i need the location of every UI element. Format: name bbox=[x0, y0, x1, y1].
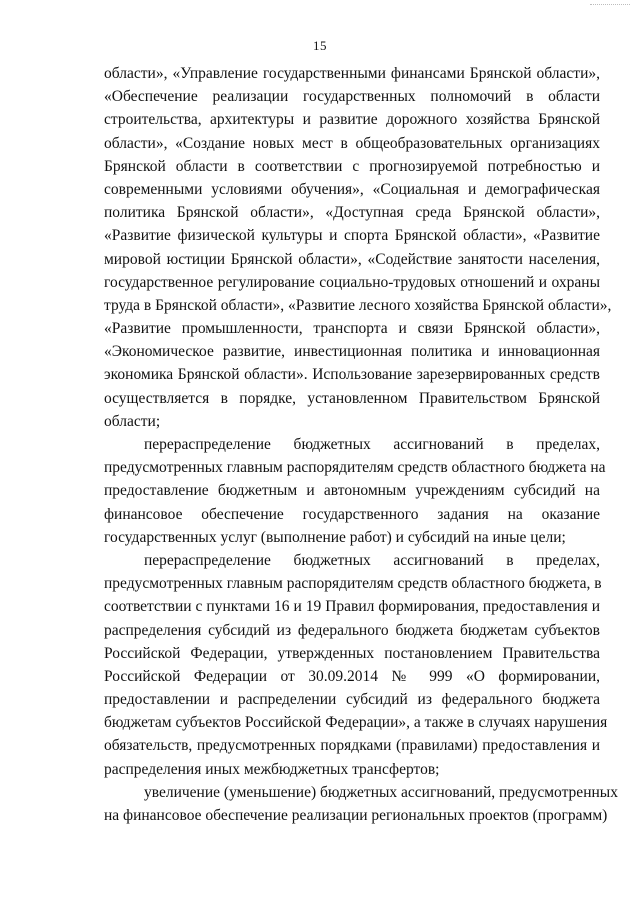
text-line: строительства, архитектуры и развитие дорожного хозяйства Брянской bbox=[104, 111, 600, 129]
text-line: «Развитие физической культуры и спорта Брянской области», «Развитие bbox=[104, 227, 600, 245]
text-line: мировой юстиции Брянской области», «Содействие занятости населения, bbox=[104, 250, 600, 268]
text-line: «Развитие промышленности, транспорта и связи Брянской области», bbox=[104, 320, 600, 338]
document-body bbox=[104, 62, 618, 827]
text-line: перераспределение бюджетных ассигнований в пределах, bbox=[144, 436, 600, 453]
text-line: политика Брянской области», «Доступная среда Брянской области», bbox=[104, 204, 600, 222]
text-line: Российской Федерации от 30.09.2014 № 999 «О формировании, bbox=[104, 667, 600, 685]
text-line: распределения иных межбюджетных трансфертов; bbox=[104, 760, 440, 778]
text-line: увеличение (уменьшение) бюджетных ассигнований, предусмотренных bbox=[144, 783, 618, 801]
text-line: предусмотренных главным распорядителям средств областного бюджета, в bbox=[104, 575, 602, 593]
text-line: перераспределение бюджетных ассигнований в пределах, bbox=[144, 551, 600, 569]
text-line: финансовое обеспечение государственного задания на оказание bbox=[104, 505, 600, 523]
page-number: 15 bbox=[313, 38, 327, 53]
text-line: предоставление бюджетным и автономным учреждениям субсидий на bbox=[104, 482, 600, 500]
paragraph-state-programs bbox=[104, 62, 612, 433]
text-line: области; bbox=[104, 412, 161, 430]
text-line: обязательств, предусмотренных порядками (правилами) предоставления и bbox=[104, 737, 600, 755]
scan-corner-mark bbox=[590, 4, 630, 11]
text-line: предусмотренных главным распорядителям средств областного бюджета на bbox=[104, 459, 606, 477]
text-line: экономика Брянской области». Использование зарезервированных средств bbox=[104, 366, 600, 384]
text-line: современными условиями обучения», «Социальная и демографическая bbox=[104, 180, 600, 198]
text-line: на финансовое обеспечение реализации региональных проектов (программ) bbox=[104, 807, 608, 824]
text-line: труда в Брянской области», «Развитие лесного хозяйства Брянской области», bbox=[104, 296, 612, 314]
text-line: Брянской области в соответствии с прогнозируемой потребностью и bbox=[104, 157, 600, 175]
text-line: Российской Федерации, утвержденных постановлением Правительства bbox=[104, 644, 600, 662]
text-line: бюджетам субъектов Российской Федерации», а также в случаях нарушения bbox=[104, 714, 608, 732]
text-line: распределения субсидий из федерального бюджета бюджетам субъектов bbox=[104, 621, 600, 639]
text-line: государственное регулирование социально-трудовых отношений и охраны bbox=[104, 273, 600, 291]
text-line: предоставлении и распределении субсидий из федерального бюджета bbox=[104, 691, 600, 709]
text-line: осуществляется в порядке, установленном Правительством Брянской bbox=[104, 389, 600, 407]
paragraph-redistribution-subsidies bbox=[104, 433, 606, 549]
text-line: области», «Управление государственными финансами Брянской области», bbox=[104, 65, 600, 82]
text-line: государственных услуг (выполнение работ) и субсидий на иные цели; bbox=[104, 528, 566, 546]
text-line: «Экономическое развитие, инвестиционная политика и инновационная bbox=[104, 343, 600, 361]
text-line: соответствии с пунктами 16 и 19 Правил формирования, предоставления и bbox=[104, 598, 600, 616]
paragraph-redistribution-federal bbox=[104, 549, 608, 781]
text-line: «Обеспечение реализации государственных полномочий в области bbox=[104, 88, 600, 106]
text-line: области», «Создание новых мест в общеобразовательных организациях bbox=[104, 134, 600, 152]
paragraph-increase-decrease bbox=[104, 781, 618, 827]
